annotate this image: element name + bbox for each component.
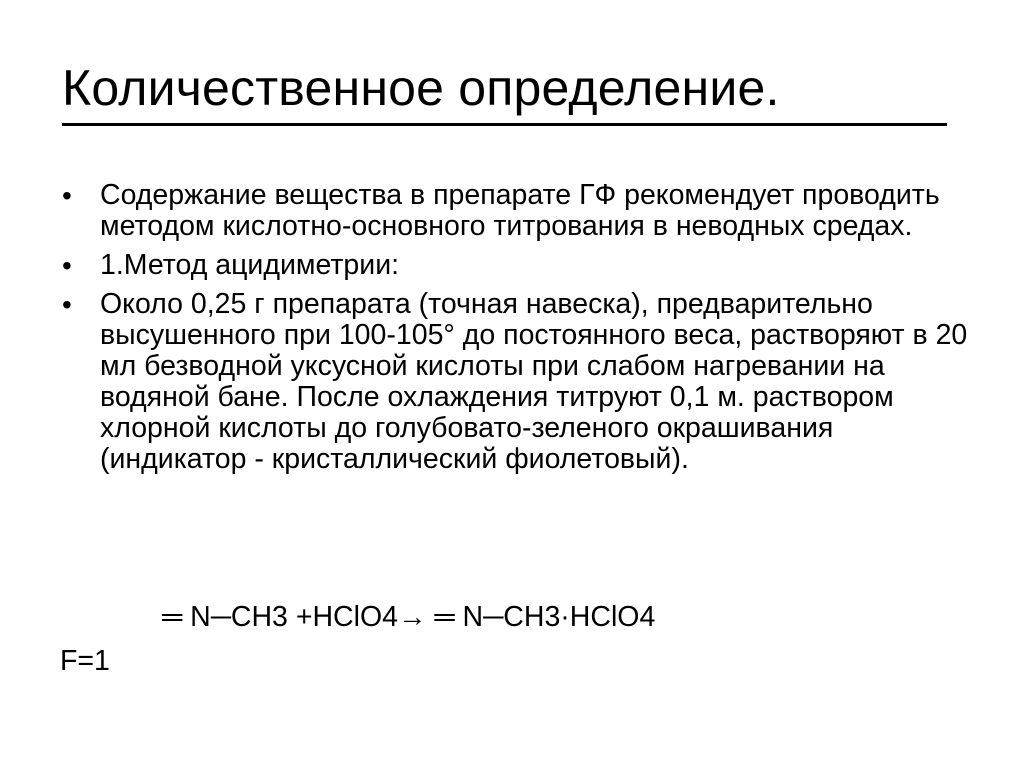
bullet-text: Содержание вещества в препарате ГФ рекомендует проводить методом кислотно-основного титрования в неводных средах. (100, 179, 940, 242)
list-item (60, 289, 980, 475)
bullet-marker: • (62, 250, 72, 281)
slide-title: Количественное определение. (62, 60, 780, 116)
list-item (60, 250, 980, 281)
bullet-text: Около 0,25 г препарата (точная навеска), предварительно высушенного при 100-105° до постоянного веса, растворяют в 20 мл безводной уксусной кислоты при слабом нагревании на водяной бане. После охлаждения титруют 0,1 м. раствором хлорной кислоты до голубовато-зеленого окрашивания (индикатор - кристаллический фиолетовый). (100, 288, 968, 475)
reaction-formula: ═ N─CH3 +HClO4→ ═ N─CH3·HClO4 (162, 601, 656, 633)
bullet-text: 1.Метод ацидиметрии: (100, 249, 400, 281)
bullet-marker: • (62, 180, 72, 211)
title-underline (62, 123, 947, 126)
list-item (60, 180, 980, 242)
bullet-marker: • (62, 289, 72, 320)
stoichiometric-factor: F=1 (60, 645, 110, 677)
bullet-list (60, 180, 980, 483)
